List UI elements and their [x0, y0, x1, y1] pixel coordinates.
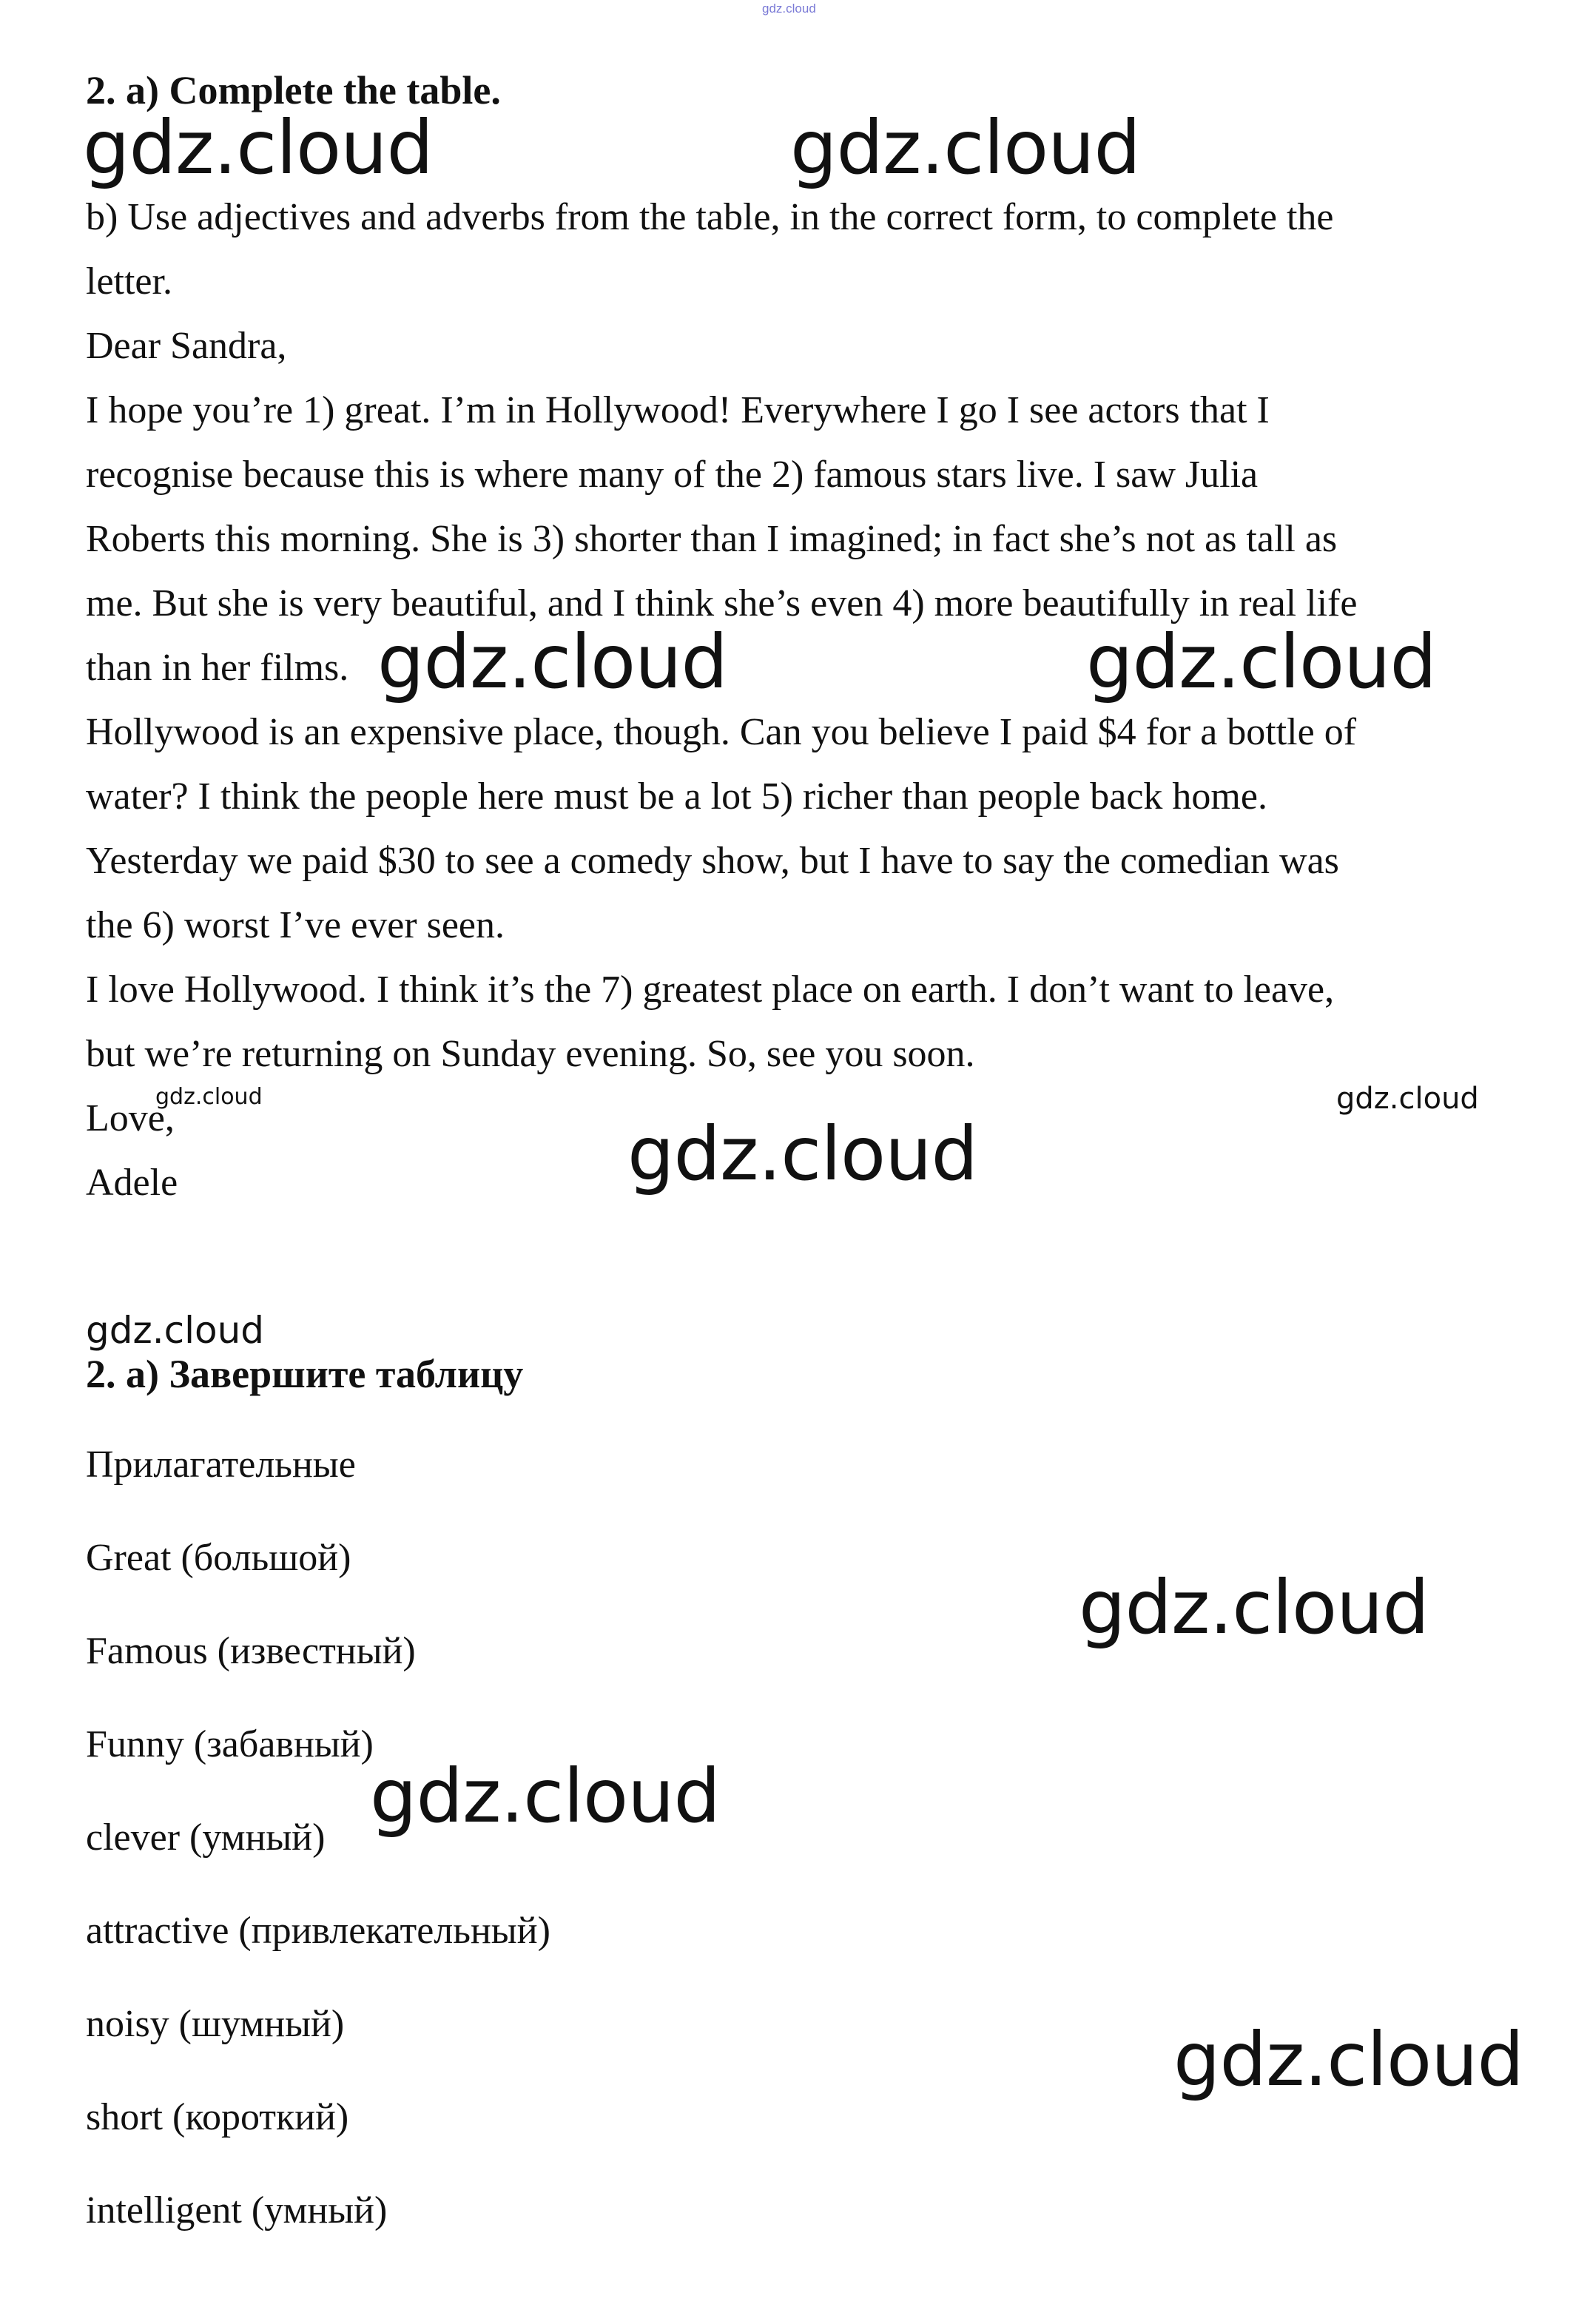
list-item: Прилагательные: [86, 1444, 356, 1486]
watermark: gdz.cloud: [83, 104, 434, 191]
text-line: I hope you’re 1) great. I’m in Hollywood! Everywhere I go I see actors that I: [86, 389, 1270, 431]
letter: [86, 314, 1536, 1215]
letter-signature: Adele: [86, 1162, 178, 1204]
list-item: attractive (привлекательный): [86, 1910, 550, 1952]
watermark: gdz.cloud: [1336, 1082, 1479, 1116]
text-line: b) Use adjectives and adverbs from the table, in the correct form, to complete the: [86, 196, 1334, 238]
text-line: Roberts this morning. She is 3) shorter than I imagined; in fact she’s not as tall as: [86, 518, 1338, 560]
list-item: Funny (забавный): [86, 1723, 374, 1765]
list-item: noisy (шумный): [86, 2003, 345, 2045]
letter-closing: Love,: [86, 1097, 175, 1139]
watermark: gdz.cloud: [1079, 1564, 1429, 1651]
list-item: short (короткий): [86, 2096, 349, 2138]
text-line: the 6) worst I’ve ever seen.: [86, 904, 505, 946]
watermark: gdz.cloud: [86, 1309, 265, 1352]
letter-greeting: Dear Sandra,: [86, 325, 287, 367]
translation-title: 2. a) Завершите таблицу: [86, 1352, 524, 1396]
watermark: gdz.cloud: [370, 1753, 721, 1839]
text-line: water? I think the people here must be a lot 5) richer than people back home.: [86, 775, 1267, 818]
watermark: gdz.cloud: [1173, 2016, 1524, 2103]
text-line: me. But she is very beautiful, and I think she’s even 4) more beautifully in real life: [86, 582, 1358, 624]
watermark: gdz.cloud: [1086, 619, 1437, 705]
watermark: gdz.cloud: [790, 104, 1141, 191]
text-line: I love Hollywood. I think it’s the 7) greatest place on earth. I don’t want to leave,: [86, 969, 1335, 1011]
text-line: letter.: [86, 260, 172, 303]
watermark: gdz.cloud: [377, 619, 728, 705]
top-watermark: gdz.cloud: [762, 1, 816, 16]
text-line: recognise because this is where many of the 2) famous stars live. I saw Julia: [86, 454, 1259, 496]
adjectives-list: [86, 1439, 550, 2278]
exercise-a-title: 2. a) Complete the table.: [86, 68, 501, 112]
watermark: gdz.cloud: [627, 1111, 978, 1197]
list-item: Great (большой): [86, 1537, 351, 1579]
watermark: gdz.cloud: [155, 1084, 263, 1110]
text-line: Hollywood is an expensive place, though. Can you believe I paid $4 for a bottle of: [86, 711, 1357, 753]
exercise-b-instructions: [86, 185, 1536, 314]
list-item: clever (умный): [86, 1816, 326, 1859]
list-item: Famous (известный): [86, 1630, 416, 1672]
text-line: but we’re returning on Sunday evening. So, see you soon.: [86, 1033, 975, 1075]
text-line: than in her films.: [86, 647, 349, 689]
text-line: Yesterday we paid $30 to see a comedy show, but I have to say the comedian was: [86, 840, 1339, 882]
list-item: intelligent (умный): [86, 2189, 388, 2232]
